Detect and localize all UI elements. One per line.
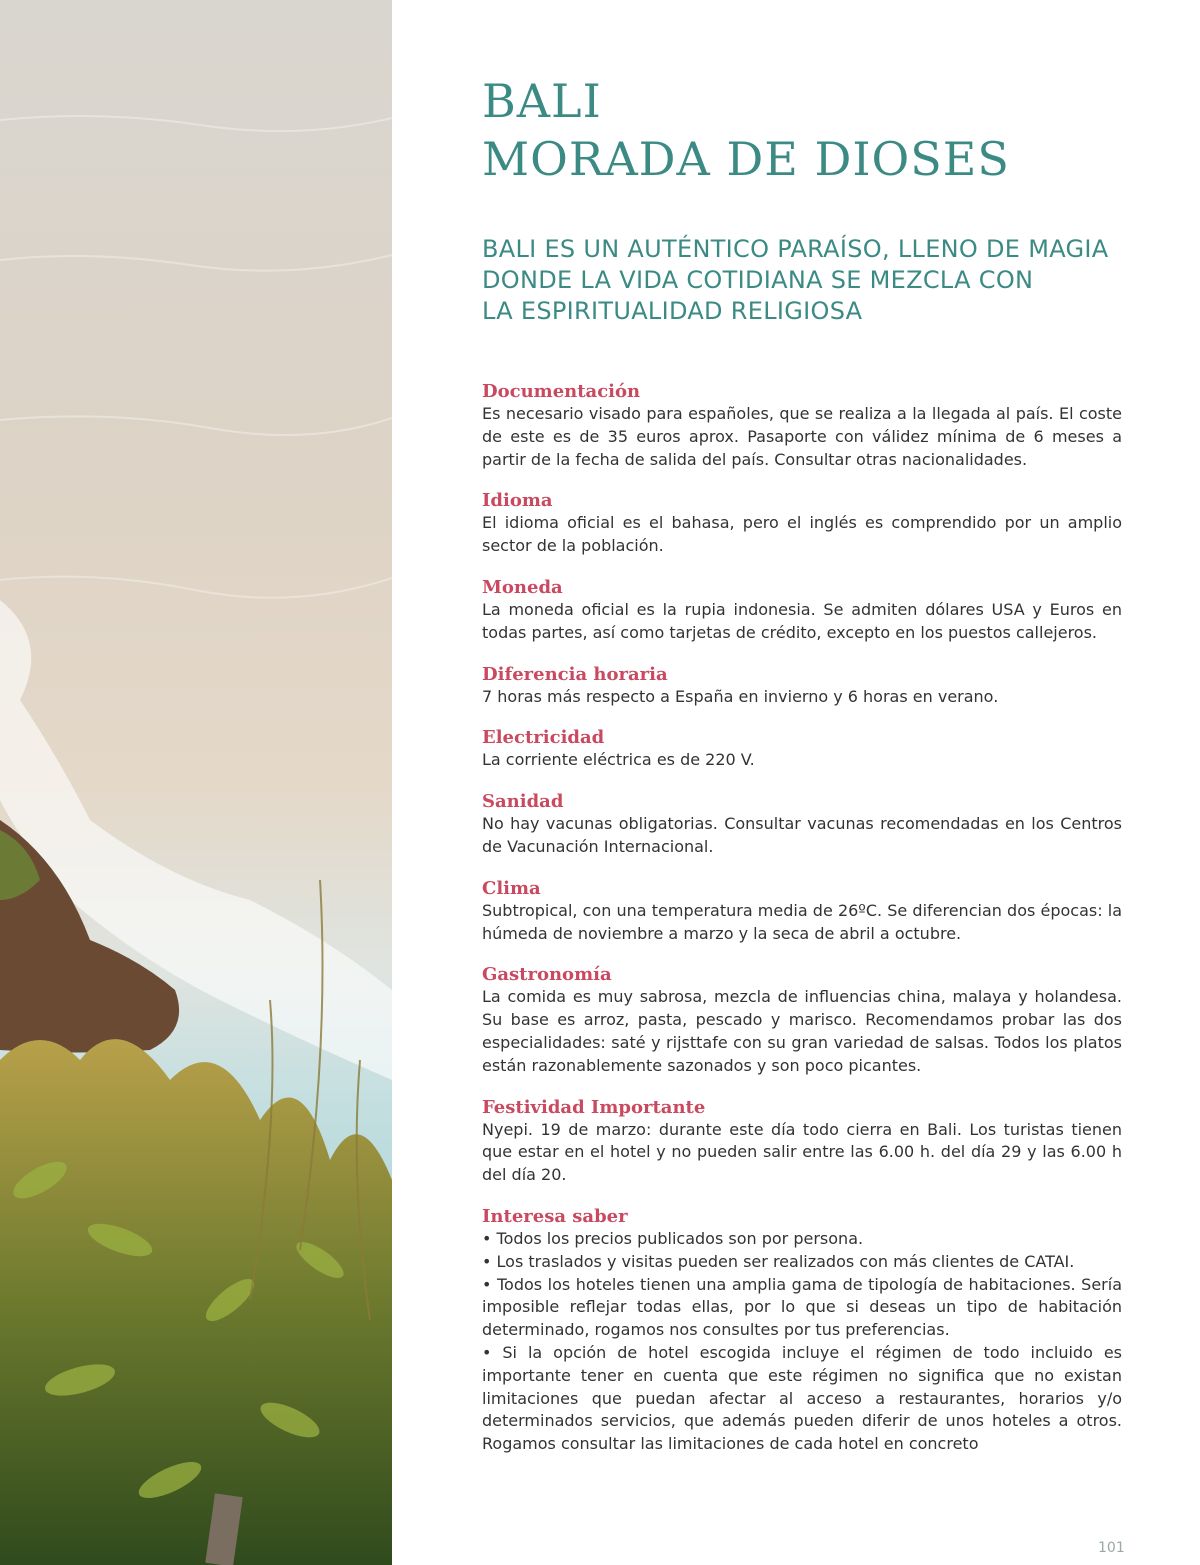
list-item: • Si la opción de hotel escogida incluye el régimen de todo incluido es importante tener en cuenta que este régimen no significa que no existan limitaciones que puedan afectar al acceso a restaurantes, horarios y/o determinados servicios, que además pueden diferir de unos hoteles a otros. Rogamos consultar las limitaciones de cada hotel en concreto xyxy=(482,1342,1122,1454)
section-body: No hay vacunas obligatorias. Consultar vacunas recomendadas en los Centros de Vacunación Internacional. xyxy=(482,814,1122,856)
section-heading: Diferencia horaria xyxy=(482,663,668,685)
title-line-1: BALI xyxy=(482,74,602,128)
page-number: 101 xyxy=(1098,1540,1125,1556)
section-documentacion xyxy=(482,380,1122,471)
section-gastronomia xyxy=(482,963,1122,1077)
section-heading: Electricidad xyxy=(482,727,605,749)
section-idioma xyxy=(482,489,1122,558)
section-heading: Gastronomía xyxy=(482,964,612,986)
section-body: La moneda oficial es la rupia indonesia. Se admiten dólares USA y Euros en todas partes, así como tarjetas de crédito, excepto en los puestos callejeros. xyxy=(482,599,1122,642)
section-heading: Sanidad xyxy=(482,791,564,813)
section-diferencia-horaria xyxy=(482,663,1122,709)
page-subtitle xyxy=(482,234,1109,327)
section-clima xyxy=(482,877,1122,946)
section-body: Nyepi. 19 de marzo: durante este día todo cierra en Bali. Los turistas tienen que estar en el hotel y no pueden salir entre las 6.00 h. del día 29 y las 6.00 h del día 20. xyxy=(482,1119,1122,1185)
section-heading: Documentación xyxy=(482,381,641,402)
section-heading: Idioma xyxy=(482,490,553,512)
section-sanidad xyxy=(482,790,1122,859)
list-item: • Todos los precios publicados son por persona. xyxy=(482,1228,864,1248)
section-body: 7 horas más respecto a España en invierno y 6 horas en verano. xyxy=(482,686,999,706)
subtitle-line-3: LA ESPIRITUALIDAD RELIGIOSA xyxy=(482,297,863,325)
section-body: La comida es muy sabrosa, mezcla de influencias china, malaya y holandesa. Su base es arroz, pasta, pescado y marisco. Recomendamos probar las dos especialidades: saté y rijsttafe con su gran variedad de salsas. Todos los platos están razonablemente sazonados y son poco picantes. xyxy=(482,987,1122,1075)
section-electricidad xyxy=(482,726,1122,772)
title-line-2: MORADA DE DIOSES xyxy=(482,132,1010,186)
section-interesa-saber xyxy=(482,1205,1122,1456)
coastal-cliff-photo xyxy=(0,0,392,1565)
section-moneda xyxy=(482,576,1122,645)
section-festividad xyxy=(482,1096,1122,1187)
section-heading: Interesa saber xyxy=(482,1205,628,1227)
subtitle-line-2: DONDE LA VIDA COTIDIANA SE MEZCLA CON xyxy=(482,266,1034,294)
section-body: La corriente eléctrica es de 220 V. xyxy=(482,750,755,770)
list-item: • Todos los hoteles tienen una amplia gama de tipología de habitaciones. Sería imposible reflejar todas ellas, por lo que si deseas un tipo de habitación determinado, rogamos nos consultes por tus preferencias. xyxy=(482,1274,1122,1340)
section-body: Subtropical, con una temperatura media de 26ºC. Se diferencian dos épocas: la húmeda de noviembre a marzo y la seca de abril a octubre. xyxy=(482,900,1122,943)
page-title xyxy=(482,72,1010,188)
list-item: • Los traslados y visitas pueden ser realizados con más clientes de CATAI. xyxy=(482,1251,1075,1271)
section-heading: Moneda xyxy=(482,576,563,598)
section-heading: Festividad Importante xyxy=(482,1096,706,1118)
section-body: Es necesario visado para españoles, que se realiza a la llegada al país. El coste de este es de 35 euros aprox. Pasaporte con válidez mínima de 6 meses a partir de la fecha de salida del país. Consultar otras nacionalidades. xyxy=(482,404,1122,469)
section-body: El idioma oficial es el bahasa, pero el inglés es comprendido por un amplio sector de la población. xyxy=(482,513,1122,556)
section-heading: Clima xyxy=(482,877,541,899)
info-sections xyxy=(482,380,1122,1474)
subtitle-line-1: BALI ES UN AUTÉNTICO PARAÍSO, LLENO DE MAGIA xyxy=(482,235,1109,263)
